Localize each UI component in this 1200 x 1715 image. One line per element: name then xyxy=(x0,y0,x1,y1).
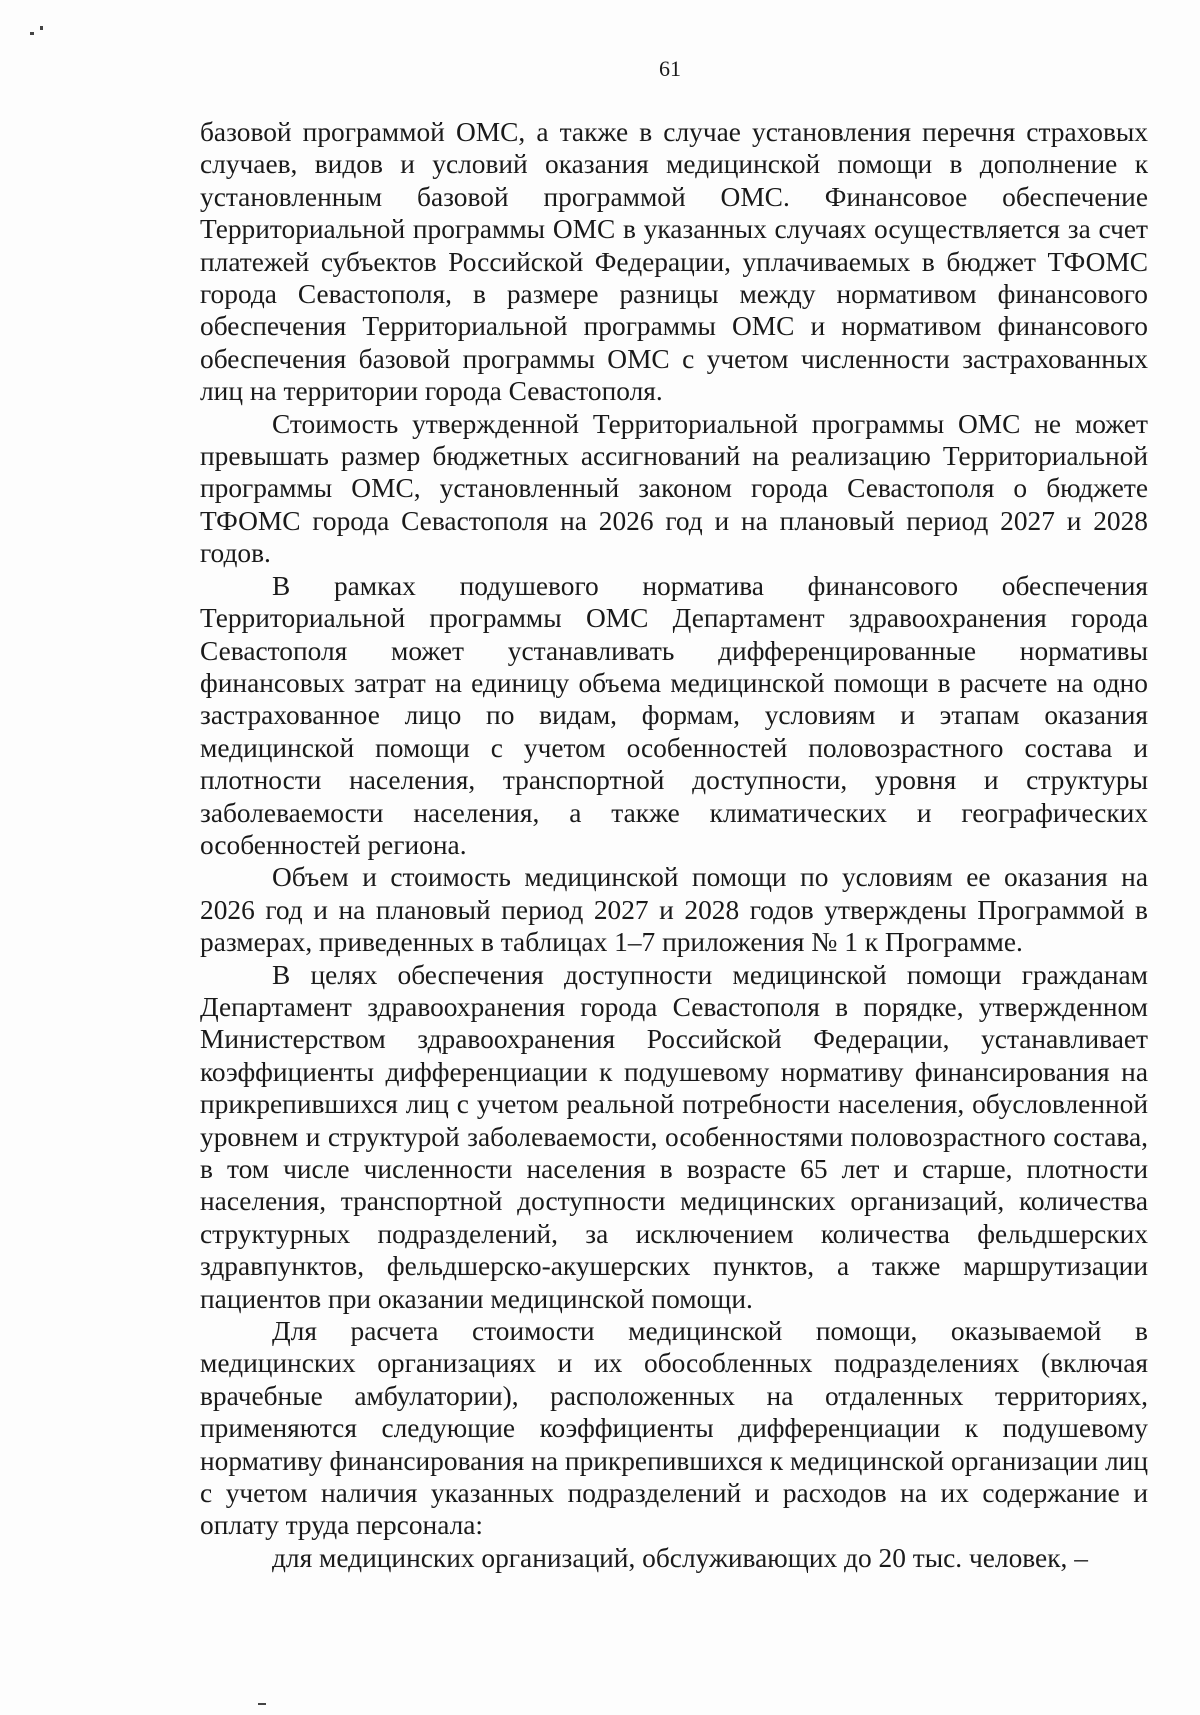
paragraph: Объем и стоимость медицинской помощи по условиям ее оказания на 2026 год и на плановый период 2027 и 2028 годов утверждены Программой в размерах, приведенных в таблицах 1–7 приложения № 1 к Программе. xyxy=(200,862,1148,958)
paragraph: для медицинских организаций, обслуживающих до 20 тыс. человек, – xyxy=(272,1542,1088,1573)
paragraph: Стоимость утвержденной Территориальной программы ОМС не может превышать размер бюджетных ассигнований на реализацию Территориальной программы ОМС, установленный законом города Севастополя о бюджете ТФОМС города Севастополя на 2026 год и на плановый период 2027 и 2028 годов. xyxy=(200,408,1148,569)
scan-speck xyxy=(258,1703,266,1705)
paragraph: Для расчета стоимости медицинской помощи, оказываемой в медицинских организациях и их обособленных подразделениях (включая врачебные амбулатории), расположенных на отдаленных территориях, применяются следующие коэффициенты дифференциации к подушевому нормативу финансирования на прикрепившихся к медицинской организации лиц с учетом наличия указанных подразделений и расходов на их содержание и оплату труда персонала: xyxy=(200,1316,1148,1541)
paragraph: В целях обеспечения доступности медицинской помощи гражданам Департамент здравоохранения города Севастополя в порядке, утвержденном Министерством здравоохранения Российской Федерации, устанавливает коэффициенты дифференциации к подушевому нормативу финансирования на прикрепившихся лиц с учетом реальной потребности населения, обусловленной уровнем и структурой заболеваемости, особенностями половозрастного состава, в том числе численности населения в возрасте 65 лет и старше, плотности населения, транспортной доступности медицинских организаций, количества структурных подразделений, за исключением количества фельдшерских здравпунктов, фельдшерско-акушерских пунктов, а также маршрутизации пациентов при оказании медицинской помощи. xyxy=(200,959,1148,1314)
page-number: 61 xyxy=(659,56,681,81)
scan-speck xyxy=(30,32,34,35)
scan-speck xyxy=(40,26,43,30)
paragraph: базовой программой ОМС, а также в случае установления перечня страховых случаев, видов и условий оказания медицинской помощи в дополнение к установленным базовой программой ОМС. Финансовое обеспечение Территориальной программы ОМС в указанных случаях осуществляется за счет платежей субъектов Российской Федерации, уплачиваемых в бюджет ТФОМС города Севастополя, в размере разницы между нормативом финансового обеспечения Территориальной программы ОМС и нормативом финансового обеспечения базовой программы ОМС с учетом численности застрахованных лиц на территории города Севастополя. xyxy=(200,117,1148,407)
paragraph: В рамках подушевого норматива финансового обеспечения Территориальной программы ОМС Департамент здравоохранения города Севастополя может устанавливать дифференцированные нормативы финансовых затрат на единицу объема медицинской помощи в расчете на одно застрахованное лицо по видам, формам, условиям и этапам оказания медицинской помощи с учетом особенностей половозрастного состава и плотности населения, транспортной доступности, уровня и структуры заболеваемости населения, а также климатических и географических особенностей региона. xyxy=(200,570,1148,860)
body-text xyxy=(200,116,1148,1574)
